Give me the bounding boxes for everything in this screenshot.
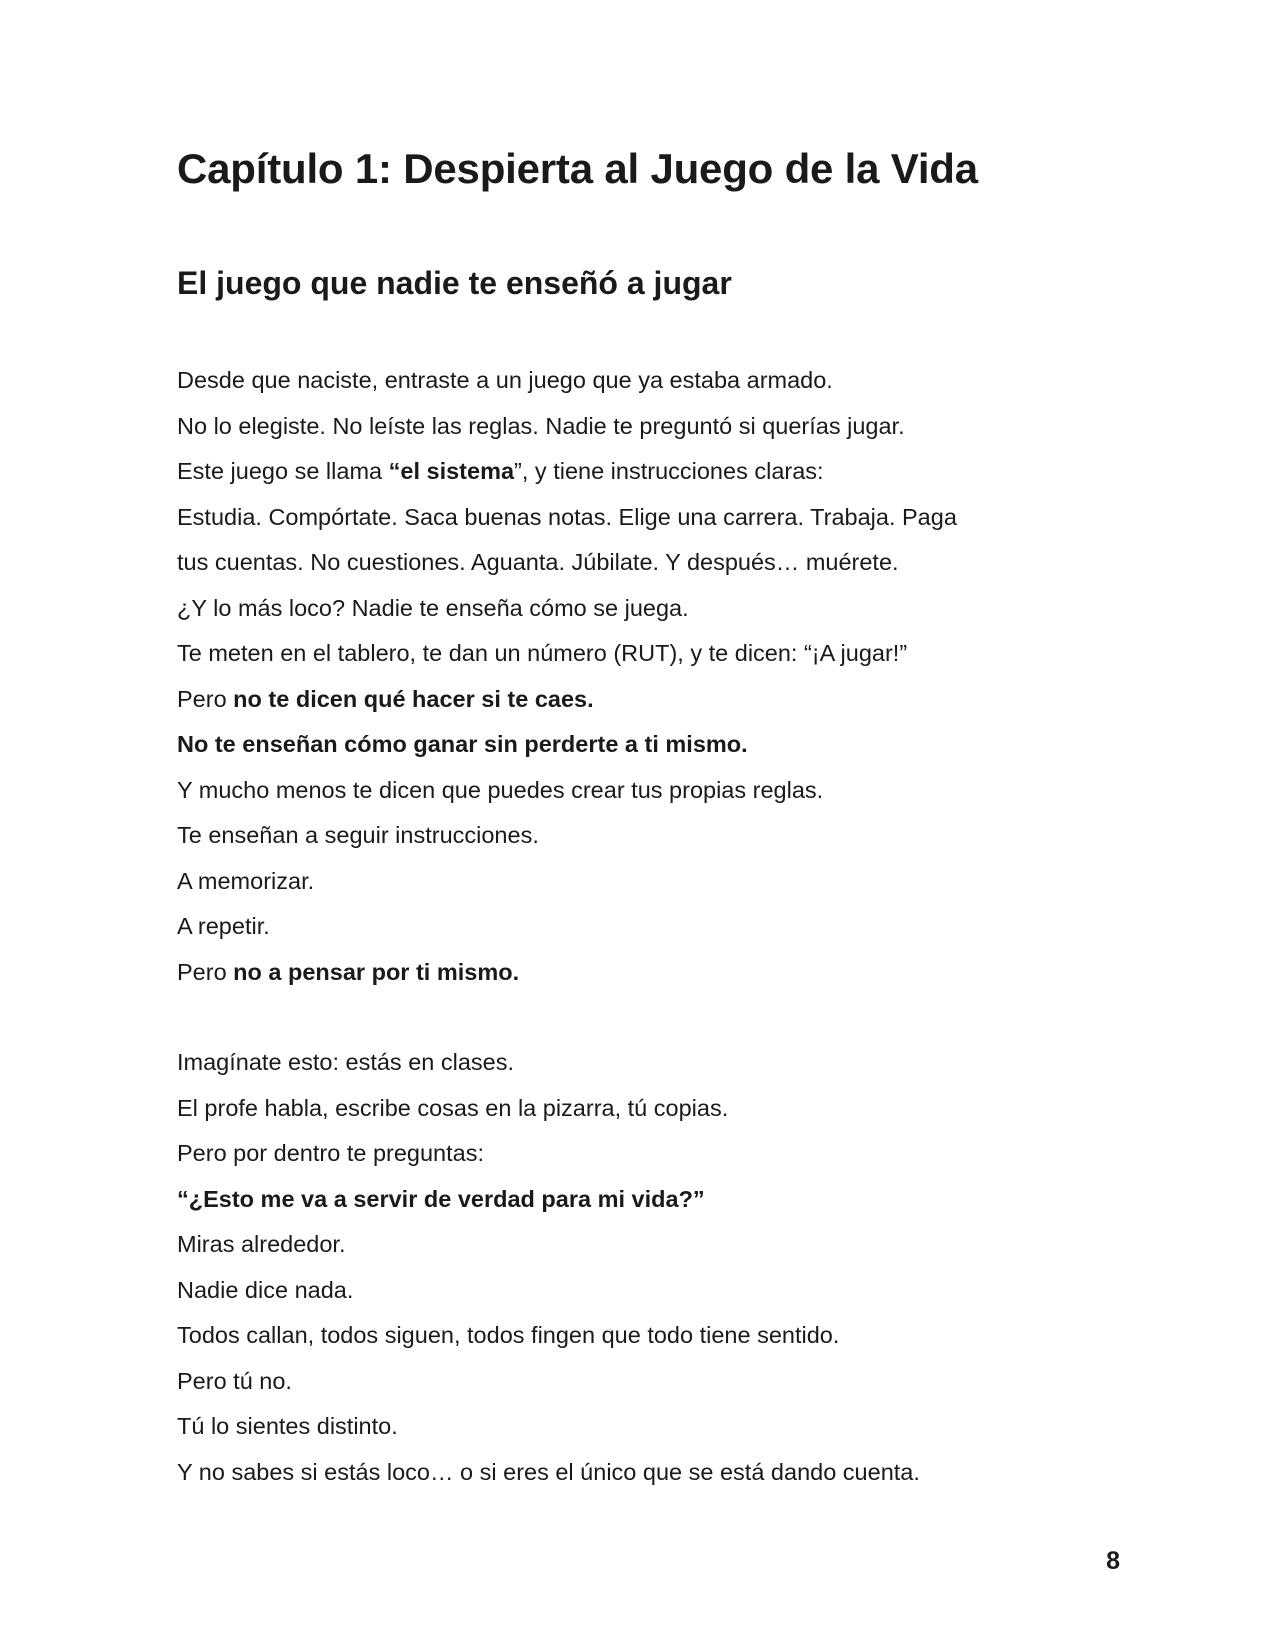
text-line: ¿Y lo más loco? Nadie te enseña cómo se juega.	[177, 594, 689, 621]
text-line: tus cuentas. No cuestiones. Aguanta. Júbilate. Y después… muérete.	[177, 549, 899, 575]
text-line	[177, 722, 1077, 768]
text-line: Y mucho menos te dicen que puedes crear tus propias reglas.	[177, 776, 824, 803]
text-line: Miras alrededor.	[177, 1231, 346, 1257]
bold-quote: “¿Esto me va a servir de verdad para mi vida?”	[177, 1185, 705, 1212]
body-paragraph-1	[177, 358, 1077, 995]
text-line: No lo elegiste. No leíste las reglas. Nadie te preguntó si querías jugar.	[177, 412, 905, 439]
text-line: Estudia. Compórtate. Saca buenas notas. Elige una carrera. Trabaja. Paga	[177, 503, 957, 530]
text-line: Todos callan, todos siguen, todos fingen que todo tiene sentido.	[177, 1322, 840, 1348]
text-segment: Pero	[177, 685, 234, 712]
section-title: El juego que nadie te enseñó a jugar	[177, 265, 732, 301]
bold-text: no a pensar por ti mismo.	[233, 958, 520, 985]
text-line	[177, 449, 1077, 495]
text-line: Nadie dice nada.	[177, 1276, 354, 1303]
text-line	[177, 950, 1077, 996]
text-line: El profe habla, escribe cosas en la pizarra, tú copias.	[177, 1094, 729, 1121]
text-segment: Pero	[177, 958, 234, 985]
text-line	[177, 677, 1077, 723]
text-line: A repetir.	[177, 913, 270, 939]
text-line: A memorizar.	[177, 867, 315, 894]
chapter-title: Capítulo 1: Despierta al Juego de la Vida	[177, 145, 978, 192]
body-paragraph-2	[177, 1040, 1077, 1495]
text-line	[177, 1177, 1077, 1223]
text-line: Te enseñan a seguir instrucciones.	[177, 822, 539, 848]
bold-term: “el sistema	[388, 458, 515, 484]
text-line: Y no sabes si estás loco… o si eres el único que se está dando cuenta.	[177, 1458, 920, 1485]
page-number: 8	[1106, 1547, 1120, 1575]
text-line: Pero tú no.	[177, 1367, 292, 1394]
text-line: Imagínate esto: estás en clases.	[177, 1049, 515, 1075]
text-line: Te meten en el tablero, te dan un número (RUT), y te dicen: “¡A jugar!”	[177, 640, 908, 666]
text-line: Desde que naciste, entraste a un juego que ya estaba armado.	[177, 367, 833, 393]
bold-text: no te dicen qué hacer si te caes.	[233, 685, 594, 712]
text-segment: Este juego se llama	[177, 458, 389, 484]
text-line: Tú lo sientes distinto.	[177, 1413, 398, 1439]
text-segment: ”, y tiene instrucciones claras:	[514, 458, 824, 484]
text-line: Pero por dentro te preguntas:	[177, 1140, 485, 1166]
bold-text: No te enseñan cómo ganar sin perderte a ti mismo.	[177, 731, 748, 757]
